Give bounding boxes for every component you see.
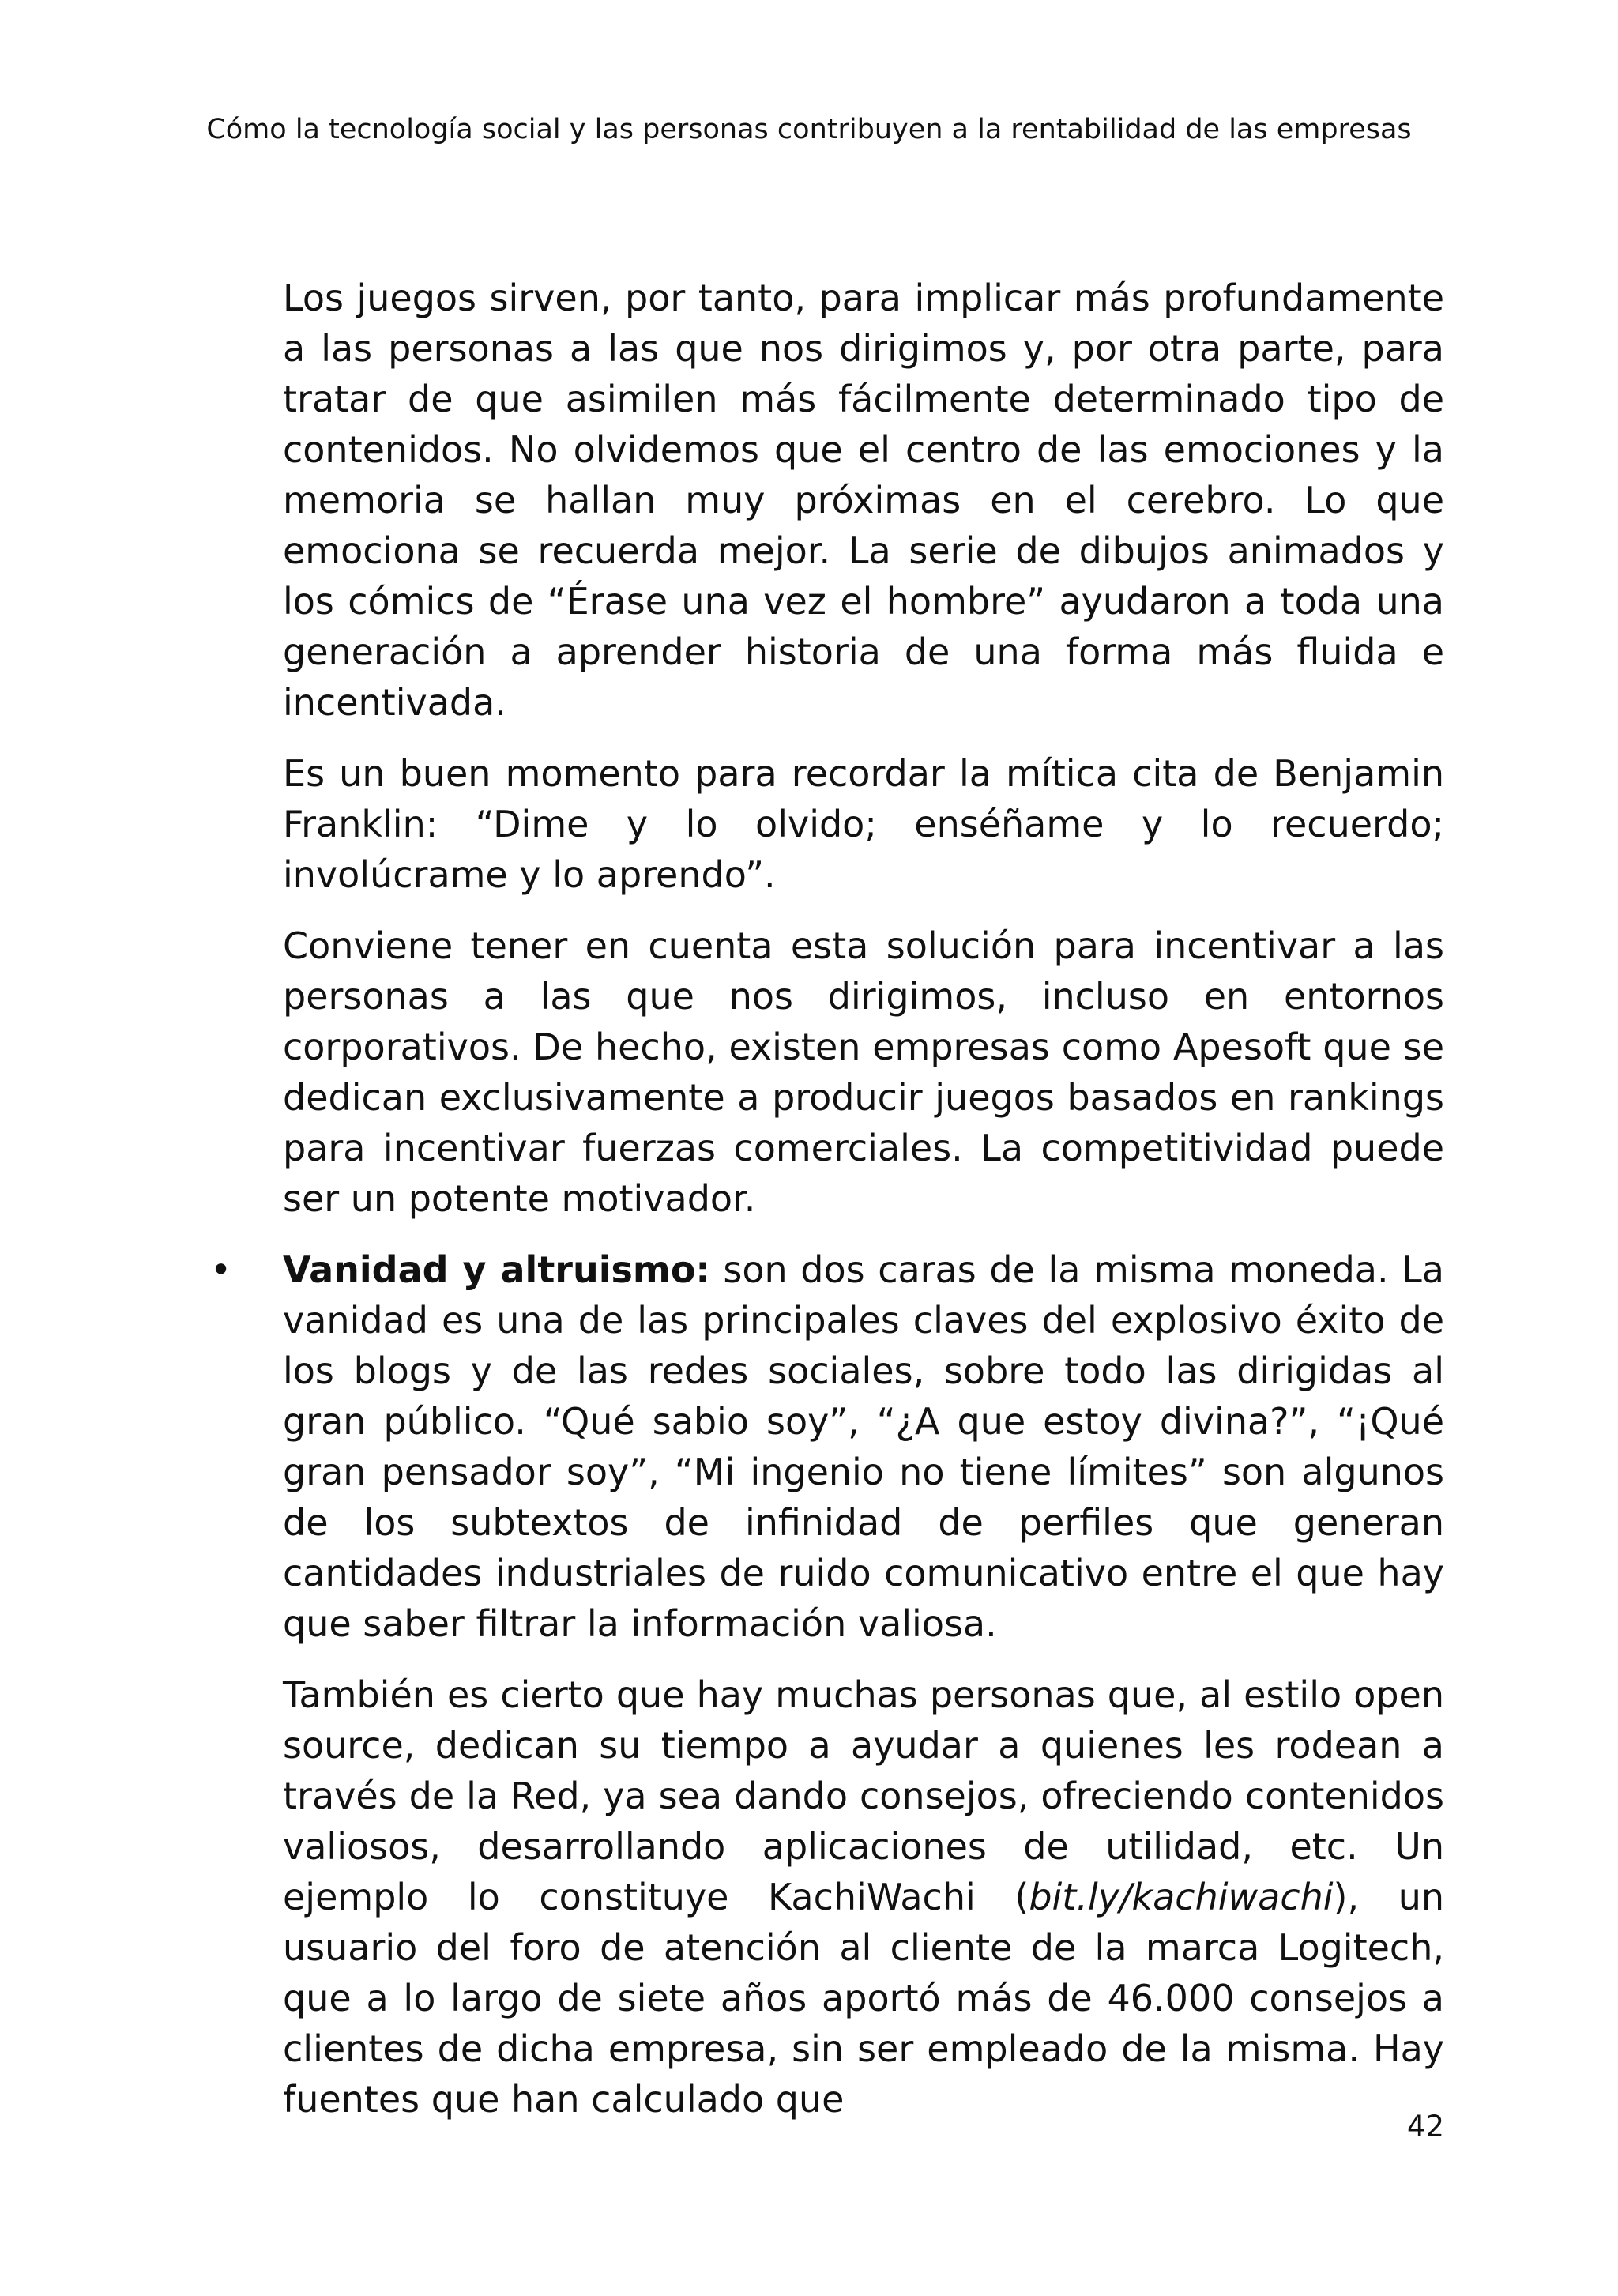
paragraph-open-source-help: [283, 1669, 1444, 2125]
running-header: Cómo la tecnología social y las personas contribuyen a la rentabilidad de las empresas: [206, 114, 1412, 145]
short-url-link[interactable]: bit.ly/kachiwachi: [1029, 1876, 1334, 1918]
page-number: 42: [1406, 2110, 1444, 2144]
bullet-lead-term: Vanidad y altruismo:: [283, 1248, 710, 1291]
paragraph-text-before-link: También es cierto que hay muchas personas que, al estilo open source, dedican su tiempo a ayudar a quienes les rodean a través de la Red, ya sea dando consejos, ofreciendo contenidos valiosos, desarrollando aplicaciones de utilidad, etc. Un ejemplo lo constituye KachiWachi (: [283, 1673, 1444, 1918]
bullet-marker: •: [210, 1248, 232, 1291]
paragraph-franklin-quote: Es un buen momento para recordar la mítica cita de Benjamin Franklin: “Dime y lo olvido; enséñame y lo recuerdo; involúcrame y lo aprendo”.: [283, 752, 1444, 896]
paragraph-apesoft-rankings: Conviene tener en cuenta esta solución para incentivar a las personas a las que nos dirigimos, incluso en entornos corporativos. De hecho, existen empresas como Apesoft que se dedican exclusivamente a producir juegos basados en rankings para incentivar fuerzas comerciales. La competitividad puede ser un potente motivador.: [283, 924, 1444, 1220]
bullet-text: son dos caras de la misma moneda. La vanidad es una de las principales claves del explosivo éxito de los blogs y de las redes sociales, sobre todo las dirigidas al gran público. “Qué sabio soy”, “¿A que estoy divina?”, “¡Qué gran pensador soy”, “Mi ingenio no tiene límites” son algunos de los subtextos de infinidad de perfiles que generan cantidades industriales de ruido comunicativo entre el que hay que saber filtrar la información valiosa.: [283, 1248, 1444, 1645]
body-text: [210, 273, 1445, 2145]
paragraph-games-engagement: Los juegos sirven, por tanto, para implicar más profundamente a las personas a las que nos dirigimos y, por otra parte, para tratar de que asimilen más fácilmente determinado tipo de contenidos. No olvidemos que el centro de las emociones y la memoria se hallan muy próximas en el cerebro. Lo que emociona se recuerda mejor. La serie de dibujos animados y los cómics de “Érase una vez el hombre” ayudaron a toda una generación a aprender historia de una forma más fluida e incentivada.: [283, 277, 1444, 724]
bullet-vanity-altruism: [210, 1244, 1444, 1649]
paragraph-text-after-link: ), un usuario del foro de atención al cliente de la marca Logitech, que a lo largo de siete años aportó más de 46.000 consejos a clientes de dicha empresa, sin ser empleado de la misma. Hay fuentes que han calculado que: [283, 1876, 1445, 2121]
